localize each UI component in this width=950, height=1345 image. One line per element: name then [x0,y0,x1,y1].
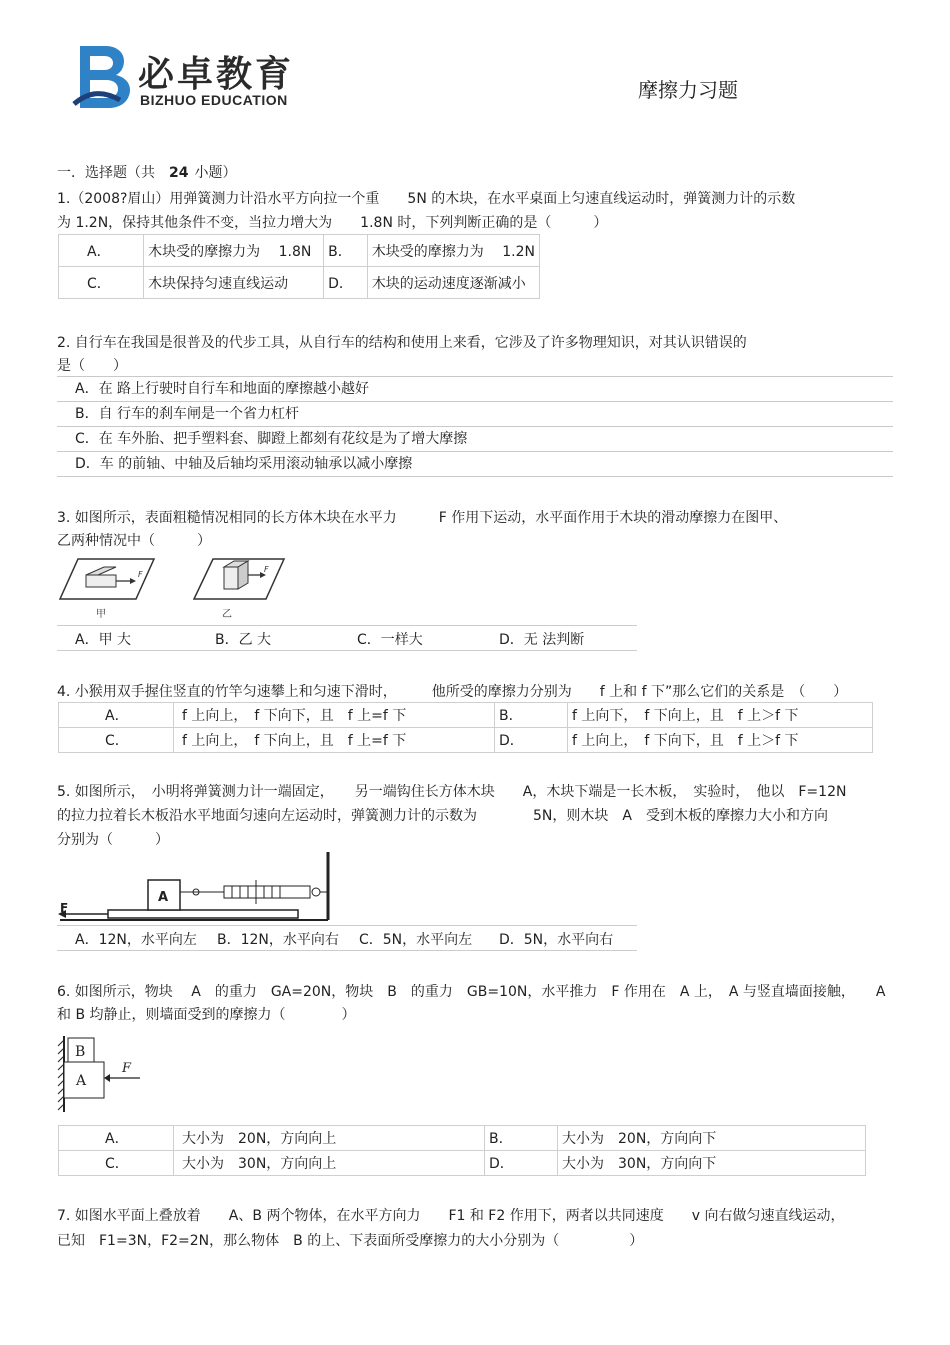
q5-block-label: A [158,890,169,905]
q3-option-c[interactable]: C．一样大 [357,632,423,648]
q2-option-d[interactable]: D．车 的前轴、中轴及后轴均采用滚动轴承以减小摩擦 [57,451,893,477]
q3-option-d[interactable]: D．无 法判断 [499,632,585,648]
q1-option-a-text[interactable]: 木块受的摩擦力为 1.8N [144,235,324,267]
q6-option-a-text[interactable]: 大小为 20N，方向向上 [174,1126,485,1151]
q6-line-1: 6. 如图所示，物块 A 的重力 GA=20N，物块 B 的重力 GB=10N，水平推力 F 作用在 A 上， A 与竖直墙面接触， A [57,984,886,1000]
q4-option-a-letter[interactable]: A． [59,703,174,728]
q3-yi-force-label: F [264,565,269,574]
q5-option-a[interactable]: A．12N，水平向左 [75,932,197,948]
q3-jia-label: 甲 [96,609,106,620]
q6-option-a-letter[interactable]: A． [59,1126,174,1151]
q4-options-table [58,702,873,753]
section-title-prefix: 一．选择题（共 [57,165,155,181]
q6-block-b-label: B [75,1044,86,1060]
q1-option-b-text[interactable]: 木块受的摩擦力为 1.2N [367,235,539,267]
q5-option-b[interactable]: B．12N，水平向右 [217,932,339,948]
brand-name-en: BIZHUO EDUCATION [140,92,288,108]
q6-option-b-letter[interactable]: B． [485,1126,558,1151]
q6-option-d-letter[interactable]: D． [485,1151,558,1176]
q7-line-1: 7. 如图水平面上叠放着 A、B 两个物体，在水平方向力 F1 和 F2 作用下，两者以共同速度 v 向右做匀速直线运动， [57,1208,845,1224]
q4-option-a-text[interactable]: f 上向上， f 下向下，且 f 上=f 下 [174,703,495,728]
q5-option-c[interactable]: C．5N，水平向左 [359,932,473,948]
q7-line-2: 已知 F1=3N，F2=2N，那么物体 B 的上、下表面所受摩擦力的大小分别为（ ） [57,1233,644,1249]
bizhuo-logo-icon [72,42,134,114]
q2-option-c[interactable]: C．在 车外胎、把手塑料套、脚蹬上都刻有花纹是为了增大摩擦 [57,426,893,451]
q1-option-c-letter[interactable]: C． [59,267,144,299]
q4-option-c-letter[interactable]: C． [59,728,174,753]
q3-options-row [57,625,637,651]
q5-line-1: 5. 如图所示， 小明将弹簧测力计一端固定， 另一端钩住长方体木块 A，木块下端是一长木板， 实验时， 他以 F=12N [57,784,847,800]
section-title-suffix: 小题） [194,165,237,181]
q4-option-d-text[interactable]: f 上向上， f 下向下，且 f 上＞f 下 [568,728,873,753]
q2-line-2: 是（ ） [57,358,127,374]
q5-options-row [57,925,637,951]
q5-figure [56,850,346,926]
q3-option-a[interactable]: A．甲 大 [75,632,132,648]
q6-line-2: 和 B 均静止，则墙面受到的摩擦力（ ） [57,1007,356,1023]
q3-figure-yi [194,559,284,620]
q1-line-2: 为 1.2N，保持其他条件不变，当拉力增大为 1.8N 时，下列判断正确的是（ ） [57,215,608,231]
q6-options-table [58,1125,866,1176]
q1-option-c-text[interactable]: 木块保持匀速直线运动 [144,267,324,299]
q6-option-d-text[interactable]: 大小为 30N，方向向下 [558,1151,866,1176]
brand-name-cn: 必卓教育 [138,54,295,95]
q1-option-d-text[interactable]: 木块的运动速度逐渐减小 [367,267,539,299]
q4-option-c-text[interactable]: f 上向上， f 下向上，且 f 上=f 下 [174,728,495,753]
q4-option-d-letter[interactable]: D． [495,728,568,753]
q6-option-c-letter[interactable]: C． [59,1151,174,1176]
q3-yi-label: 乙 [222,609,232,620]
q3-jia-force-label: F [138,570,143,579]
q1-options-table [58,234,540,299]
q6-figure [56,1034,152,1114]
q5-line-2: 的拉力拉着长木板沿水平地面匀速向左运动时，弹簧测力计的示数为 5N，则木块 A 受到木板的摩擦力大小和方向 [57,808,828,824]
q6-block-a-label: A [76,1073,87,1089]
q4-line-1: 4. 小猴用双手握住竖直的竹竿匀速攀上和匀速下滑时， 他所受的摩擦力分别为 f 上和 f 下”那么它们的关系是 （ ） [57,684,848,700]
q4-option-b-letter[interactable]: B． [495,703,568,728]
q4-option-b-text[interactable]: f 上向下， f 下向上，且 f 上＞f 下 [568,703,873,728]
q3-figure [58,555,298,623]
q3-line-1: 3. 如图所示，表面粗糙情况相同的长方体木块在水平力 F 作用下运动，水平面作用于木块的滑动摩擦力在图甲、 [57,510,788,526]
section-title [57,162,236,182]
q3-figure-jia [60,559,154,620]
q2-option-b[interactable]: B．自 行车的刹车闸是一个省力杠杆 [57,401,893,426]
q3-line-2: 乙两种情况中（ ） [57,533,211,549]
q5-force-label: F [60,901,69,915]
q6-option-b-text[interactable]: 大小为 20N，方向向下 [558,1126,866,1151]
q1-option-d-letter[interactable]: D． [324,267,368,299]
q1-option-b-letter[interactable]: B． [324,235,368,267]
q5-option-d[interactable]: D．5N，水平向右 [499,932,614,948]
q2-line-1: 2. 自行车在我国是很普及的代步工具，从自行车的结构和使用上来看，它涉及了许多物理知识，对其认识错误的 [57,335,747,351]
q1-option-a-letter[interactable]: A． [59,235,144,267]
q6-force-label: F [122,1061,132,1076]
question-count: 24 [169,165,189,181]
q1-line-1: 1.（2008?眉山）用弹簧测力计沿水平方向拉一个重 5N 的木块，在水平桌面上匀速直线运动时，弹簧测力计的示数 [57,191,796,207]
q5-line-3: 分别为（ ） [57,832,169,848]
q2-option-a[interactable]: A．在 路上行驶时自行车和地面的摩擦越小越好 [57,376,893,401]
q3-option-b[interactable]: B．乙 大 [215,632,272,648]
document-title: 摩擦力习题 [638,78,738,102]
q6-option-c-text[interactable]: 大小为 30N，方向向上 [174,1151,485,1176]
